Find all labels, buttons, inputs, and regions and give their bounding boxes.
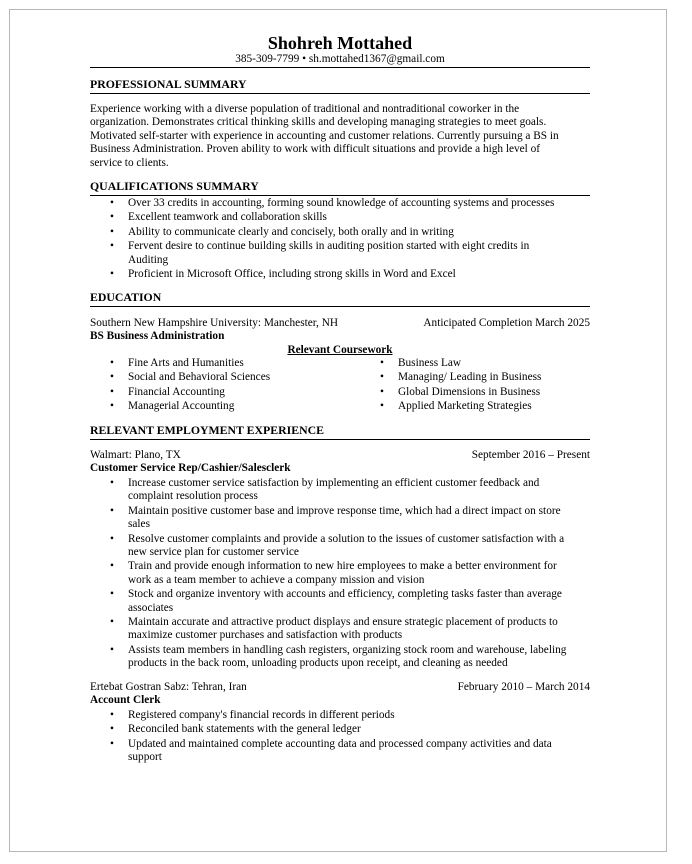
list-item: • Assists team members in handling cash registers, organizing stock room and warehouse, labeling products in the back room, unloading products upon receipt, and cleaning as needed bbox=[90, 644, 590, 671]
list-item: • Increase customer service satisfaction by implementing an efficient customer feedback and complaint resolution process bbox=[90, 477, 590, 504]
coursework-right bbox=[360, 357, 590, 414]
course-item: • Applied Marketing Strategies bbox=[360, 400, 590, 413]
job-bullets bbox=[90, 477, 590, 671]
job-bullets bbox=[90, 709, 590, 765]
summary-line: Experience working with a diverse population of traditional and nontraditional coworker in the bbox=[90, 103, 520, 115]
employer-name: Walmart: Plano, TX bbox=[90, 449, 181, 461]
list-item: • Excellent teamwork and collaboration skills bbox=[90, 211, 590, 224]
section-title-employment: RELEVANT EMPLOYMENT EXPERIENCE bbox=[90, 424, 590, 440]
list-item: • Stock and organize inventory with accounts and efficiency, completing tasks faster than average associates bbox=[90, 588, 590, 615]
employer-name: Ertebat Gostran Sabz: Tehran, Iran bbox=[90, 681, 247, 693]
list-item: • Maintain accurate and attractive product displays and ensure strategic placement of products to maximize customer purchases and satisfaction with products bbox=[90, 616, 590, 643]
job-header bbox=[90, 681, 590, 694]
course-item: • Social and Behavioral Sciences bbox=[90, 371, 350, 384]
coursework-heading: Relevant Coursework bbox=[287, 344, 393, 356]
list-item: • Maintain positive customer base and improve response time, which had a direct impact on store sales bbox=[90, 505, 590, 532]
course-item: • Fine Arts and Humanities bbox=[90, 357, 350, 370]
list-item: • Proficient in Microsoft Office, including strong skills in Word and Excel bbox=[90, 268, 590, 281]
contact-line: 385-309-7799 • sh.mottahed1367@gmail.com bbox=[235, 53, 445, 65]
education-date: Anticipated Completion March 2025 bbox=[423, 317, 590, 329]
list-item: • Train and provide enough information to new hire employees to make a better environment for work as a team member to achieve a company mission and vision bbox=[90, 560, 590, 587]
job-header bbox=[90, 449, 590, 462]
list-item: • Reconciled bank statements with the general ledger bbox=[90, 723, 590, 736]
list-item: • Ability to communicate clearly and concisely, both orally and in writing bbox=[90, 226, 590, 239]
course-item: • Managing/ Leading in Business bbox=[360, 371, 590, 384]
summary-line: Motivated self-starter with experience in accounting and customer relations. Currently pursuing a BS in bbox=[90, 129, 559, 142]
job-dates: September 2016 – Present bbox=[471, 449, 590, 461]
course-item: • Managerial Accounting bbox=[90, 400, 350, 413]
header-rule bbox=[90, 67, 590, 68]
list-item: • Resolve customer complaints and provide a solution to the issues of customer satisfaction with a new service plan for customer service bbox=[90, 533, 590, 560]
candidate-name: Shohreh Mottahed bbox=[267, 33, 413, 53]
job-role: Account Clerk bbox=[90, 694, 161, 706]
section-title-education: EDUCATION bbox=[90, 291, 590, 307]
summary-line: service to clients. bbox=[90, 156, 169, 169]
list-item: • Over 33 credits in accounting, forming sound knowledge of accounting systems and processes bbox=[90, 197, 590, 210]
summary-line: Business Administration. Proven ability to work with difficult situations and provide a high level of bbox=[90, 143, 541, 156]
list-item: • Registered company's financial records in different periods bbox=[90, 709, 590, 722]
course-item: • Business Law bbox=[360, 357, 590, 370]
qualifications-list bbox=[90, 197, 590, 281]
degree-title: BS Business Administration bbox=[90, 330, 225, 342]
section-title-qualifications: QUALIFICATIONS SUMMARY bbox=[90, 180, 590, 196]
section-title-summary: PROFESSIONAL SUMMARY bbox=[90, 78, 590, 94]
education-row bbox=[90, 317, 590, 330]
course-item: • Global Dimensions in Business bbox=[360, 386, 590, 399]
course-item: • Financial Accounting bbox=[90, 386, 350, 399]
summary-paragraph bbox=[90, 103, 590, 170]
job-dates: February 2010 – March 2014 bbox=[457, 681, 590, 693]
summary-line: organization. Demonstrates critical thinking skills and developing managing strategies to meet goals. bbox=[90, 116, 547, 129]
list-item: • Updated and maintained complete accounting data and processed company activities and data support bbox=[90, 738, 590, 765]
coursework-left bbox=[90, 357, 350, 414]
job-role: Customer Service Rep/Cashier/Salesclerk bbox=[90, 462, 291, 474]
school-name: Southern New Hampshire University: Manchester, NH bbox=[90, 317, 339, 329]
list-item: • Fervent desire to continue building skills in auditing position started with eight credits in Auditing bbox=[90, 240, 590, 267]
